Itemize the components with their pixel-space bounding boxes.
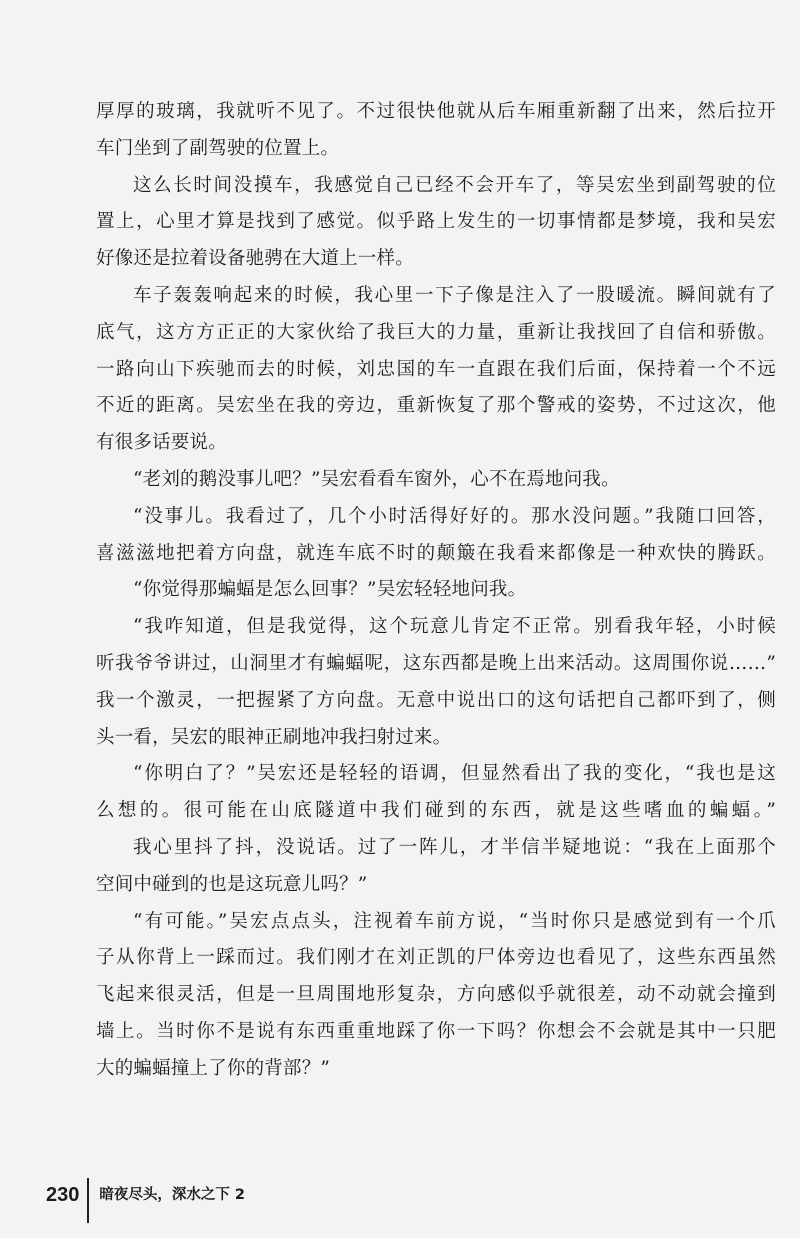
text-line: “你觉得那蝙蝠是怎么回事？”吴宏轻轻地问我。	[133, 579, 527, 601]
text-line: 子从你背上一踩而过。我们刚才在刘正凯的尸体旁边也看见了，这些东西虽然	[96, 947, 776, 969]
body-text	[96, 94, 776, 1088]
text-line: 大的蝙蝠撞上了你的背部？”	[96, 1057, 331, 1079]
text-line: 飞起来很灵活，但是一旦周围地形复杂，方向感似乎就很差，动不动就会撞到	[96, 984, 776, 1006]
text-line: 有很多话要说。	[96, 432, 227, 454]
text-line: 听我爷爷讲过，山洞里才有蝙蝠呢，这东西都是晚上出来活动。这周围你说……”	[96, 652, 776, 674]
text-line: 车子轰轰响起来的时候，我心里一下子像是注入了一股暖流。瞬间就有了	[133, 284, 776, 306]
text-line: 车门坐到了副驾驶的位置上。	[96, 137, 340, 159]
book-title: 暗夜尽头，深水之下 2	[99, 1187, 246, 1203]
text-line: 空间中碰到的也是这玩意儿吗？”	[96, 873, 368, 895]
text-line: 一路向山下疾驰而去的时候，刘忠国的车一直跟在我们后面，保持着一个不远	[96, 358, 776, 380]
text-line: 我心里抖了抖，没说话。过了一阵儿，才半信半疑地说：“我在上面那个	[133, 836, 776, 858]
text-line: “我咋知道，但是我觉得，这个玩意儿肯定不正常。别看我年轻，小时候	[133, 616, 776, 638]
text-line: 么想的。很可能在山底隧道中我们碰到的东西，就是这些嗜血的蝙蝠。”	[96, 800, 776, 822]
text-line: 头一看，吴宏的眼神正刷地冲我扫射过来。	[96, 726, 452, 748]
text-line: 不近的距离。吴宏坐在我的旁边，重新恢复了那个警戒的姿势，不过这次，他	[96, 395, 776, 417]
text-line: “你明白了？”吴宏还是轻轻的语调，但显然看出了我的变化，“我也是这	[133, 763, 776, 785]
text-line: “没事儿。我看过了，几个小时活得好好的。那水没问题。”我随口回答，	[133, 505, 776, 527]
page-footer	[46, 1180, 245, 1220]
text-line: 底气，这方方正正的大家伙给了我巨大的力量，重新让我找回了自信和骄傲。	[96, 321, 776, 343]
text-line: 好像还是拉着设备驰骋在大道上一样。	[96, 248, 414, 270]
text-line: “老刘的鹅没事儿吧？”吴宏看看车窗外，心不在焉地问我。	[133, 468, 620, 490]
text-line: 置上，心里才算是找到了感觉。似乎路上发生的一切事情都是梦境，我和吴宏	[96, 211, 776, 233]
text-line: 厚厚的玻璃，我就听不见了。不过很快他就从后车厢重新翻了出来，然后拉开	[96, 101, 776, 122]
footer-divider	[87, 1178, 89, 1223]
page-number: 230	[46, 1184, 80, 1206]
text-line: 喜滋滋地把着方向盘，就连车底不时的颠簸在我看来都像是一种欢快的腾跃。	[96, 542, 776, 564]
text-line: 我一个激灵，一把握紧了方向盘。无意中说出口的这句话把自己都吓到了，侧	[96, 689, 776, 711]
text-line: 墙上。当时你不是说有东西重重地踩了你一下吗？你想会不会就是其中一只肥	[96, 1020, 776, 1042]
text-line: “有可能。”吴宏点点头，注视着车前方说，“当时你只是感觉到有一个爪	[133, 910, 776, 932]
text-line: 这么长时间没摸车，我感觉自己已经不会开车了，等吴宏坐到副驾驶的位	[133, 174, 776, 196]
